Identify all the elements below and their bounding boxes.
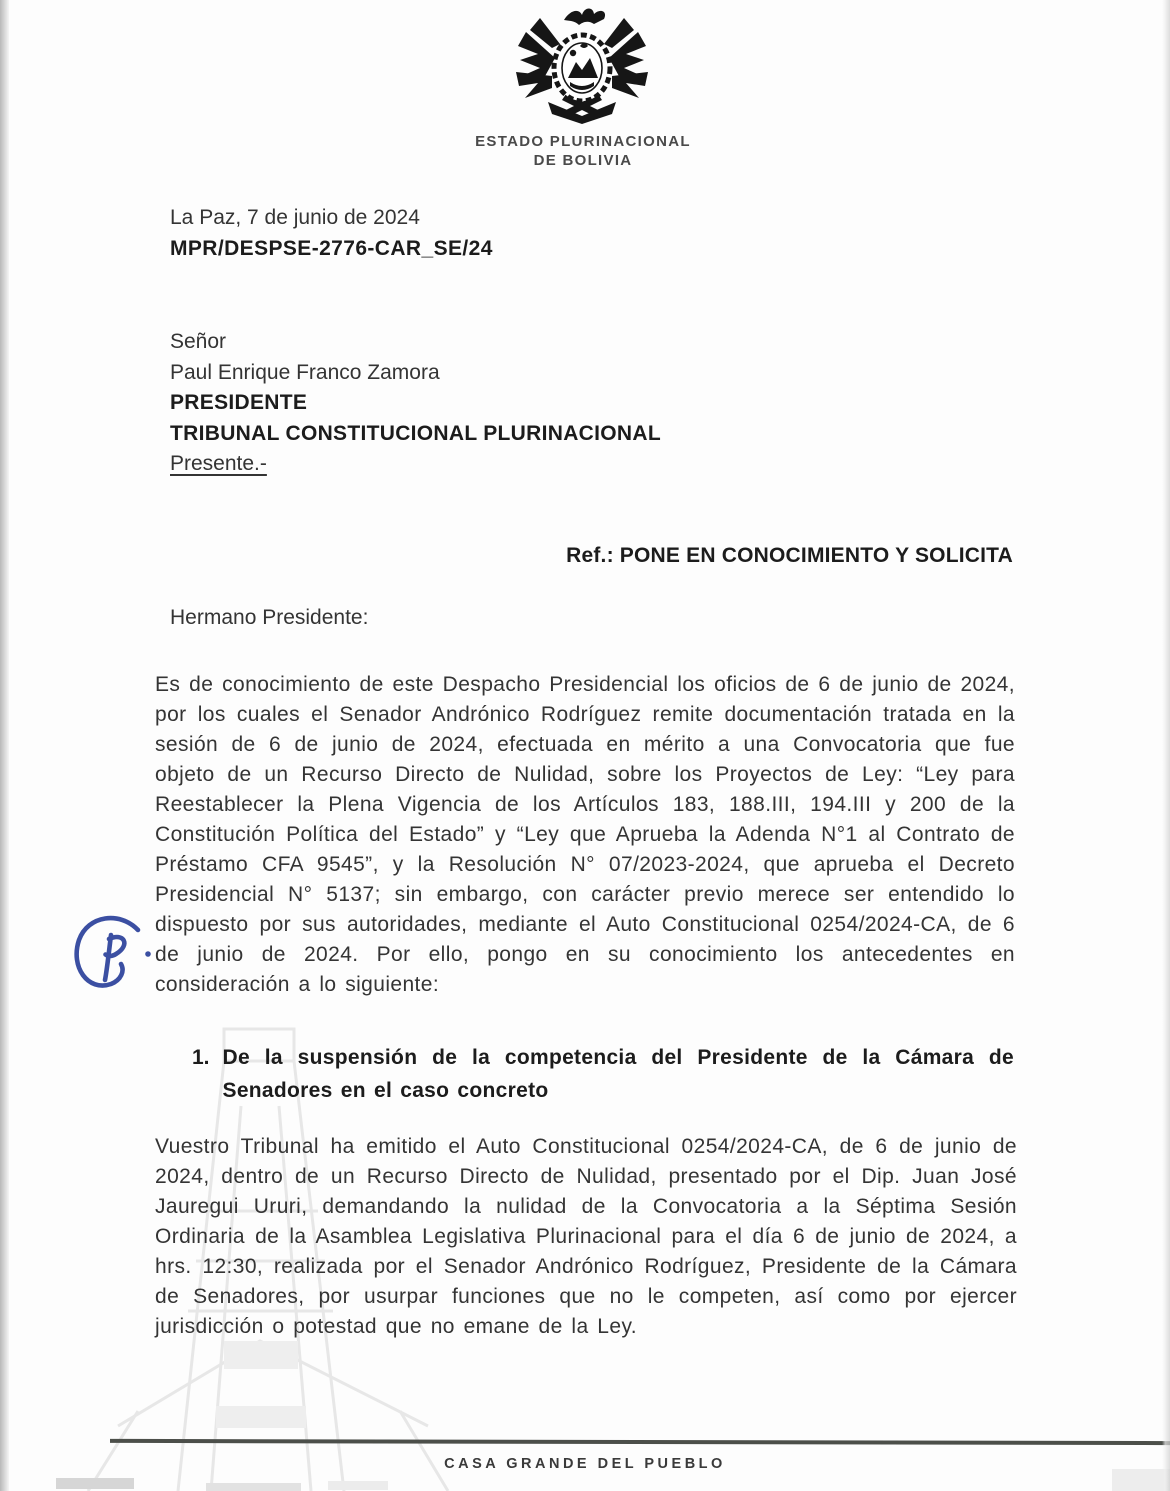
addressee-name: Paul Enrique Franco Zamora: [170, 360, 440, 384]
bolivia-coat-of-arms-icon: [508, 6, 656, 130]
section-1-number: 1.: [192, 1046, 210, 1069]
reference-code: MPR/DESPSE-2776-CAR_SE/24: [170, 237, 493, 260]
section-1-heading: [192, 1041, 1014, 1107]
addressee-title: PRESIDENTE: [170, 391, 308, 414]
org-name-line1: ESTADO PLURINACIONAL: [475, 133, 691, 150]
date-line: La Paz, 7 de junio de 2024: [170, 206, 420, 229]
addressee-institution: TRIBUNAL CONSTITUCIONAL PLURINACIONAL: [170, 421, 661, 445]
handwritten-initial-annotation-icon: [58, 908, 166, 1016]
section-1-title: De la suspensión de la competencia del Presidente de la Cámara de Senadores en el caso concreto: [222, 1046, 1014, 1102]
subject-reference-line: Ref.: PONE EN CONOCIMIENTO Y SOLICITA: [566, 544, 1013, 567]
body-paragraph-2: Vuestro Tribunal ha emitido el Auto Constitucional 0254/2024-CA, de 6 de junio de 2024, dentro de un Recurso Directo de Nulidad, presentado por el Dip. Juan José Jauregui Ururi, demandando la nulidad de la Convocatoria a la Séptima Sesión Ordinaria de la Asamblea Legislativa Plurinacional para el día 6 de junio de 2024, a hrs. 12:30, realizada por el Senador Andrónico Rodríguez, Presidente de la Cámara de Senadores, por usurpar funciones que no le competen, así como por ejercer jurisdicción o potestad que no emane de la Ley.: [155, 1135, 1017, 1338]
addressee-block: [170, 327, 661, 480]
scan-edge-right: [1162, 0, 1170, 1491]
org-name-line2: DE BOLIVIA: [533, 152, 633, 169]
footer-label: CASA GRANDE DEL PUEBLO: [444, 1456, 726, 1472]
addressee-salutation: Señor: [170, 330, 227, 353]
addressee-presence: Presente.-: [170, 452, 267, 475]
body-paragraph-1: Es de conocimiento de este Despacho Presidencial los oficios de 6 de junio de 2024, por los cuales el Senador Andrónico Rodríguez remite documentación tratada en la sesión de 6 de junio de 2024, efectuada en mérito a una Convocatoria que fue objeto de un Recurso Directo de Nulidad, sobre los Proyectos de Ley: “Ley para Reestablecer la Plena Vigencia de los Artículos 183, 188.III, 194.III y 200 de la Constitución Política del Estado” y “Ley que Aprueba la Adenda N°1 al Contrato de Préstamo CFA 9545”, y la Resolución N° 07/2023-2024, que aprueba el Decreto Presidencial N° 5137; sin embargo, con carácter previo merece ser entendido lo dispuesto por sus autoridades, mediante el Auto Constitucional 0254/2024-CA, de 6 de junio de 2024. Por ello, pongo en su conocimiento los antecedentes en consideración a lo siguiente:: [155, 673, 1015, 996]
scan-edge-left: [0, 0, 9, 1491]
org-name: [433, 132, 733, 170]
greeting-line: Hermano Presidente:: [170, 606, 369, 629]
